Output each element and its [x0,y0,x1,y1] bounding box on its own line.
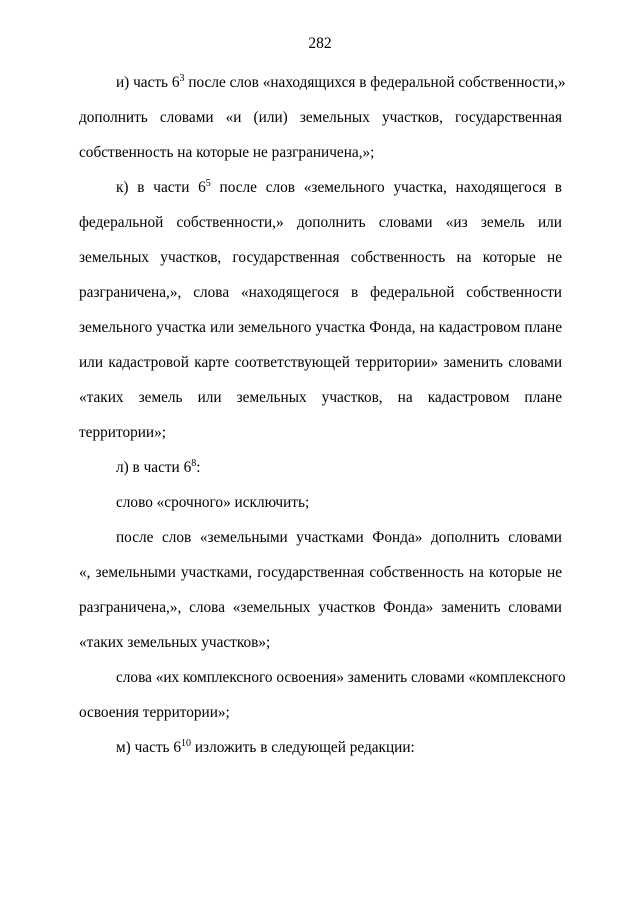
superscript: 5 [205,178,211,189]
item-l2-line-3: разграничена,», слова «земельных участков Фонда» заменить словами [79,599,562,616]
item-i-line-2: дополнить словами «и (или) земельных участков, государственная [79,109,562,126]
item-l2-line-4: «таких земельных участков»; [79,634,271,651]
item-k-line-4: разграничена,», слова «находящегося в федеральной собственности [79,284,562,301]
item-i-line-3: собственность на которые не разграничена,»; [79,144,375,161]
item-l2-line-1: после слов «земельными участками Фонда» дополнить словами [116,529,562,546]
item-k-line-3: земельных участков, государственная собственность на которые не [79,249,562,266]
item-m-line-1: м) часть $6^{10}$ изложить в следующей редакции: [116,738,415,756]
superscript: 10 [181,738,192,749]
item-k-line-5: земельного участка или земельного участка Фонда, на кадастровом плане [79,319,562,336]
item-k-line-2: федеральной собственности,» дополнить словами «из земель или [79,214,562,231]
item-l-line-1: л) в части $6^8$: [116,458,201,476]
item-l1-line-1: слово «срочного» исключить; [116,494,310,511]
page-number: 282 [308,35,332,52]
item-k-line-6: или кадастровой карте соответствующей территории» заменить словами [79,354,562,371]
item-i-line-1: и) часть $6^3$ после слов «находящихся в федеральной собственности,» [116,73,566,91]
item-l3-line-2: освоения территории»; [79,704,230,721]
item-l2-line-2: «, земельными участками, государственная собственность на которые не [79,564,562,581]
item-k-line-7: «таких земель или земельных участков, на кадастровом плане [79,389,562,406]
item-l3-line-1: слова «их комплексного освоения» заменить словами «комплексного [116,669,566,686]
superscript: 8 [191,458,197,469]
item-k-line-8: территории»; [79,424,167,441]
item-k-line-1: к) в части $6^5$ после слов «земельного участка, находящегося в [116,178,562,196]
superscript: 3 [179,73,185,84]
